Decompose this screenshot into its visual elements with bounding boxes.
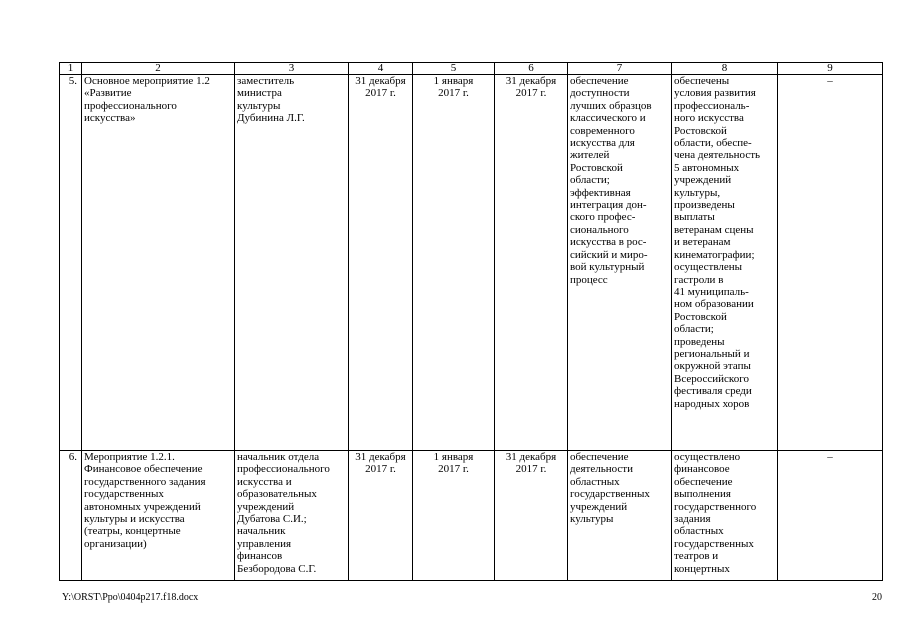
cell-line: концертных [674,562,730,575]
table-row [60,451,883,581]
page-number: 20 [872,592,882,603]
cell-line: Основное мероприятие 1.2 [84,75,210,87]
cell-line: «Развитие [84,87,132,100]
cell-line: 2017 г. [515,87,547,100]
cell-line: культуры и искусства [84,513,185,526]
cell-line: условия развития [674,87,756,100]
cell-line: организации) [84,537,147,550]
cell-line: управления [237,537,292,550]
cell-line: ского профес- [570,211,636,224]
table-row [60,75,883,451]
row-number: 5. [60,75,82,451]
cell-col6 [495,451,568,581]
header-row [60,63,883,75]
cell-line: областных [674,525,724,538]
cell-line: государственных [570,488,650,501]
row-number: 6. [60,451,82,581]
cell-line: чена деятельность [674,149,761,162]
cell-col5 [413,75,495,451]
cell-line: Мероприятие 1.2.1. [84,451,175,463]
cell-line: обеспечение [570,75,629,87]
cell-line: ного искусства [674,112,744,125]
cell-line: 5 автономных [674,161,740,174]
cell-line: области; [674,323,714,336]
cell-line: произведены [674,199,735,212]
cell-line: деятельности [570,463,633,476]
cell-line: Ростовской [674,124,727,137]
cell-line: обеспечены [674,75,730,87]
cell-line: 41 муниципаль- [674,285,749,298]
cell-line: 31 декабря [355,451,406,463]
cell-line: выполнения [674,488,731,501]
cell-line: выплаты [674,211,715,224]
cell-line: 2017 г. [365,463,396,476]
cell-line: сийский и миро- [570,248,648,261]
cell-line: Финансовое обеспечение [84,463,203,476]
cell-line: культуры [570,513,614,526]
cell-line: области; [570,174,610,187]
cell-line: ветеранам сцены [674,223,754,236]
cell-line: театров и [674,550,719,563]
cell-line: образовательных [237,488,317,501]
cell-line: 2017 г. [438,87,469,100]
cell-line: искусства и [237,475,292,488]
cell-line: (театры, концертные [84,525,181,538]
cell-col3 [235,451,349,581]
cell-line: министра [237,87,282,100]
cell-line: учреждений [674,174,732,187]
cell-col7 [568,75,672,451]
cell-line: 2017 г. [438,463,469,476]
cell-line: Безбородова С.Г. [237,562,317,575]
cell-line: государственных [84,488,164,501]
cell-line: финансовое [674,463,730,476]
cell-line: интеграция дон- [570,199,647,212]
cell-line: культуры [237,99,281,112]
cell-line: и ветеранам [674,236,731,249]
cell-col3 [235,75,349,451]
cell-col4 [349,451,413,581]
file-path: Y:\ORST\Ppo\0404p217.f18.docx [62,592,199,603]
cell-line: народных хоров [674,397,750,410]
cell-line: 2017 г. [515,463,547,476]
cell-line: классического и [570,112,646,125]
cell-line: Дубинина Л.Г. [237,112,305,125]
cell-col6 [495,75,568,451]
cell-line: культуры, [674,186,721,199]
cell-line: области, обеспе- [674,137,752,150]
cell-line: государственных [674,537,754,550]
header-cell: 2 [82,63,235,75]
cell-line: 31 декабря [505,75,557,87]
cell-line: фестиваля среди [674,385,752,398]
cell-line: гастроли в [674,273,724,286]
header-cell: 1 [60,63,82,75]
cell-line: процесс [570,273,608,286]
cell-line: 1 января [433,451,474,463]
table-body [60,63,883,581]
cell-line: эффективная [570,186,631,199]
header-cell: 4 [349,63,413,75]
cell-line: учреждений [237,500,295,513]
cell-line: доступности [570,87,630,100]
cell-line: проведены [674,335,725,348]
cell-line: современного [570,124,635,137]
cell-line: лучших образцов [570,99,652,112]
cell-col2 [82,75,235,451]
cell-line: заместитель [237,75,295,87]
cell-line: финансов [237,550,283,563]
cell-col2 [82,451,235,581]
cell-line: начальник [237,525,286,538]
cell-line: кинематографии; [674,248,755,261]
cell-col4 [349,75,413,451]
cell-line: профессиональ- [674,99,750,112]
cell-col8 [672,75,778,451]
cell-line: Ростовской [674,310,727,323]
cell-line: искусства» [84,112,136,125]
header-cell: 9 [778,63,883,75]
cell-line: задания [674,513,711,526]
cell-line: учреждений [570,500,628,513]
cell-line: автономных учреждений [84,500,201,513]
cell-line: профессионального [237,463,330,476]
cell-col5 [413,451,495,581]
header-cell: 8 [672,63,778,75]
cell-line: профессионального [84,99,177,112]
header-cell: 5 [413,63,495,75]
cell-line: осуществлены [674,261,743,274]
header-cell: 6 [495,63,568,75]
header-cell: 7 [568,63,672,75]
cell-line: 1 января [433,75,474,87]
cell-line: областных [570,475,620,488]
cell-line: искусства в рос- [570,236,647,249]
cell-line: региональный и [674,347,750,360]
cell-line: сионального [570,223,629,236]
header-cell: 3 [235,63,349,75]
events-table [59,62,883,581]
cell-col9: – [778,75,883,451]
cell-col7 [568,451,672,581]
cell-line: 31 декабря [355,75,406,87]
cell-col8 [672,451,778,581]
cell-col9: – [778,451,883,581]
cell-line: Всероссийского [674,372,749,385]
cell-line: Ростовской [570,161,623,174]
cell-line: осуществлено [674,451,741,463]
cell-line: жителей [570,149,610,162]
cell-line: ном образовании [674,298,754,311]
cell-line: 2017 г. [365,87,396,100]
cell-line: начальник отдела [237,451,320,463]
cell-line: искусства для [570,137,635,150]
cell-line: 31 декабря [505,451,557,463]
cell-line: вой культурный [570,261,645,274]
cell-line: Дубатова С.И.; [237,513,307,526]
cell-line: государственного [674,500,757,513]
cell-line: государственного задания [84,475,206,488]
cell-line: обеспечение [674,475,733,488]
cell-line: окружной этапы [674,360,751,373]
cell-line: обеспечение [570,451,629,463]
